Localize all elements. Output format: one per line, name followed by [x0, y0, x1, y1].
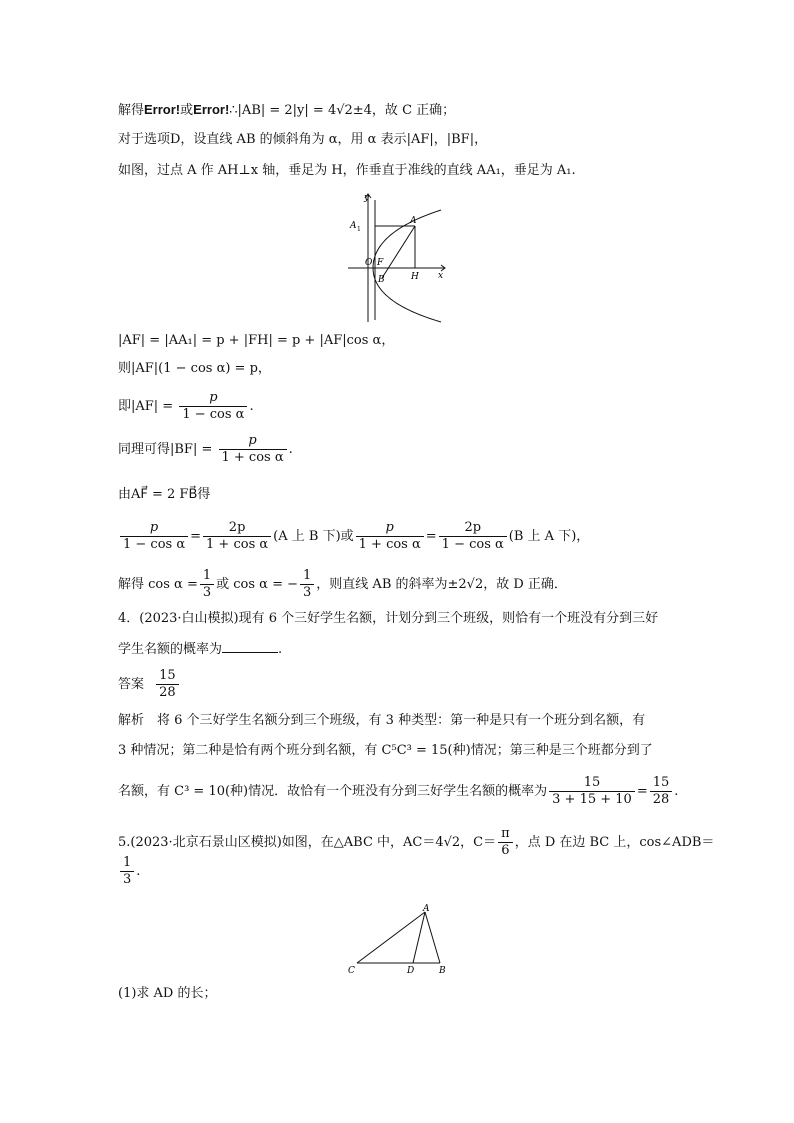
label-x: x: [438, 271, 444, 281]
fraction: $\frac{\pi}{6}$: [498, 826, 513, 859]
label-y: y: [364, 193, 370, 203]
solution-line-8: [118, 486, 210, 504]
text: 由AF⃗ = 2 FB⃗得: [118, 487, 211, 502]
text: ∴|AB| = 2|y| = 4√2±4，故 C 正确；: [229, 103, 456, 118]
label-o: O: [365, 258, 373, 268]
fraction: $\frac{15}{3 + 15 + 10}$: [549, 775, 635, 808]
text: 对于选项D，设直线 AB 的倾斜角为 α，用 α 表示|AF|，|BF|，: [118, 132, 488, 147]
answer-label: 答案: [118, 677, 145, 692]
error-text: Error!: [193, 102, 230, 117]
solution-line-2: [118, 131, 487, 149]
label-b: B: [439, 966, 446, 975]
question-4-line-2: 学生名额的概率为 .: [118, 642, 283, 657]
solution-line-10: 解得 cos α = $\frac{1}{3}$ 或 cos α = − $\frac{1}{3}$ ，则直线 AB 的斜率为±2√2，故 D 正确．: [118, 568, 567, 600]
text: 如图，过点 A 作 AH⊥x 轴，垂足为 H，作垂直于准线的直线 AA₁，垂足为 A₁.: [118, 163, 576, 178]
fraction: $\frac{2p}{\text{1 − cos α}}$: [439, 520, 507, 553]
triangle-figure: [345, 903, 455, 975]
explanation-line-2: 3 种情况；第二种是恰有两个班分到名额，有 C⁵C³ = 15(种)情况；第三种是三个班都分到了: [118, 743, 653, 758]
label-a1: A: [350, 221, 357, 231]
solution-line-9: $\frac{p}{\text{1 − cos α}}$ = $\frac{2p}{\text{1 + cos α}}$ (A 上 B 下)或 $\frac{p}{\text{1 + cos α}}$ = $\frac{2p}{\text{1 − cos α}}$ (B 上 A 下)，: [118, 520, 589, 553]
text: 则|AF|(1 − cos α) = p，: [118, 361, 271, 376]
solution-line-4: [118, 332, 394, 350]
question-4-line-1: 4．(2023·白山模拟)现有 6 个三好学生名额，计划分到三个班级，则恰有一个班没有分到三好: [118, 611, 659, 626]
solution-line-6: 即|AF| = $\frac{p}{\text{1 − cos α}}$ .: [118, 390, 254, 422]
label-a1-sub: 1: [357, 226, 361, 233]
fraction: $\frac{15}{28}$: [650, 775, 673, 808]
fraction: $\frac{1}{3}$: [200, 568, 214, 601]
question-5-line-2: $\frac{1}{3}$ .: [118, 855, 140, 888]
fraction: $\frac{2p}{\text{1 + cos α}}$: [203, 520, 271, 553]
fraction: $\frac{p}{\text{1 − cos α}}$: [120, 520, 188, 553]
answer-blank: [222, 640, 278, 653]
explanation-line-3: 名额，有 C³ = 10(种)情况．故恰有一个班没有分到三好学生名额的概率为 $\frac{15}{3 + 15 + 10}$ = $\frac{15}{28}$ .: [118, 775, 679, 807]
fraction: $\frac{1}{3}$: [300, 568, 314, 601]
question-5-line-1: 5.(2023·北京石景山区模拟)如图，在△ABC 中，AC＝4√2，C＝ $\frac{\pi}{6}$ ，点 D 在边 BC 上，cos∠ADB＝: [118, 826, 715, 858]
text: 即|AF| =: [118, 399, 174, 414]
fraction: $\frac{p}{\text{1 − cos α}}$: [179, 390, 247, 423]
label-a: A: [423, 904, 430, 914]
solution-line-5: [118, 360, 271, 378]
text: 解得: [118, 103, 145, 118]
answer-line: [118, 668, 181, 701]
answer-fraction: $\frac{15}{28}$: [156, 668, 179, 701]
explanation-line-1: 解析 将 6 个三好学生名额分到三个班级，有 3 种类型：第一种是只有一个班分到名额，有: [118, 713, 646, 728]
solution-line-3: [118, 162, 576, 180]
solution-line-7: 同理可得|BF| = $\frac{p}{\text{1 + cos α}}$ .: [118, 433, 293, 465]
error-text: Error!: [144, 102, 181, 117]
line-ab: [382, 226, 415, 278]
fraction: $\frac{p}{\text{1 + cos α}}$: [219, 433, 287, 466]
fraction: $\frac{p}{\text{1 + cos α}}$: [356, 520, 424, 553]
label-f: F: [377, 258, 384, 268]
text: 或: [180, 103, 194, 118]
text: 同理可得|BF| =: [118, 442, 213, 457]
solution-line-1: [118, 101, 455, 120]
label-a: A: [410, 216, 417, 226]
question-5-sub-1: (1)求 AD 的长；: [118, 986, 217, 1001]
label-h: H: [411, 272, 419, 282]
parabola-figure: [345, 190, 450, 325]
label-c: C: [348, 966, 355, 975]
fraction: $\frac{1}{3}$: [120, 855, 134, 888]
label-b: B: [378, 275, 385, 285]
text: |AF| = |AA₁| = p + |FH| = p + |AF|cos α，: [118, 333, 395, 348]
label-d: D: [407, 966, 415, 975]
side-ab: [425, 912, 440, 963]
